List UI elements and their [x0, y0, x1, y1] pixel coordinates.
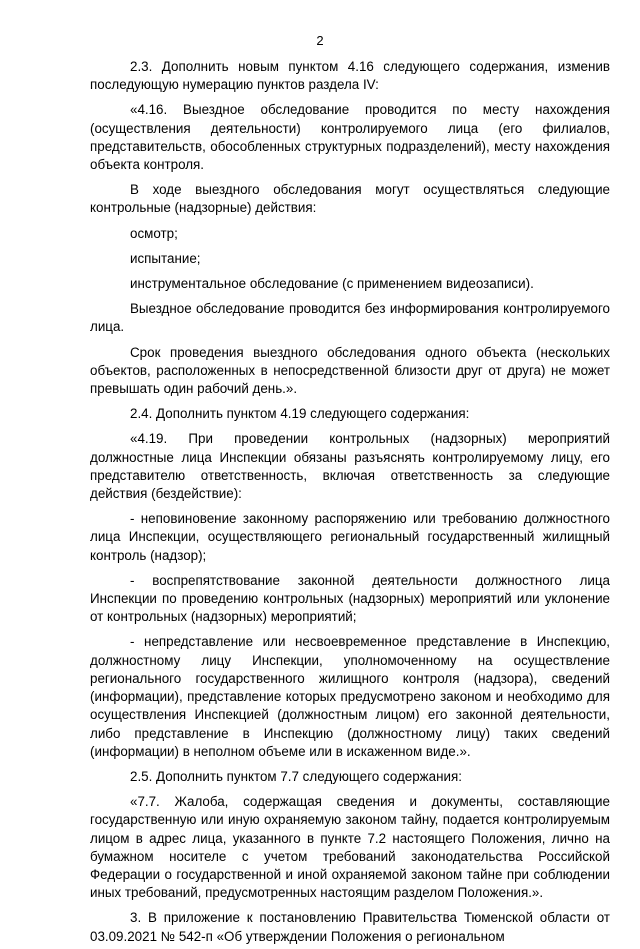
list-item-obstruction: - воспрепятствование законной деятельности должностного лица Инспекции по проведению контрольных (надзорных) мероприятий или уклонение от контрольных (надзорных) мероприятий; — [90, 572, 610, 625]
paragraph-no-notice: Выездное обследование проводится без информирования контролируемого лица. — [90, 301, 610, 335]
list-item-instrumental: инструментальное обследование (с применением видеозаписи). — [130, 276, 534, 292]
list-item-disobedience: - неповиновение законному распоряжению или требованию должностного лица Инспекции, осуществляющего региональный государственный жилищный контроль (надзор); — [90, 511, 610, 563]
paragraph-4-16: «4.16. Выездное обследование проводится по месту нахождения (осуществления деятельности) контролируемого лица (его филиалов, представительств, обособленных структурных подразделений), месту нахождения объекта контроля. — [90, 102, 610, 173]
list-item-osmotr: осмотр; — [130, 225, 178, 241]
page-number: 2 — [316, 33, 324, 48]
paragraph-term: Срок проведения выездного обследования одного объекта (нескольких объектов, расположенных в непосредственной близости друг от друга) не может превышать один рабочий день.». — [90, 344, 610, 397]
paragraph-2-4: 2.4. Дополнить пунктом 4.19 следующего содержания: — [130, 406, 470, 422]
paragraph-actions-intro: В ходе выездного обследования могут осуществляться следующие контрольные (надзорные) действия: — [90, 182, 610, 216]
paragraph-3: 3. В приложение к постановлению Правительства Тюменской области от 03.09.2021 № 542-п «Об утверждении Положения о региональном — [90, 910, 610, 944]
paragraph-4-19: «4.19. При проведении контрольных (надзорных) мероприятий должностные лица Инспекции обязаны разъяснять контролируемому лицу, его представителю ответственность, включая ответственность за следующие действия (бездействие): — [90, 431, 610, 502]
paragraph-7-7: «7.7. Жалоба, содержащая сведения и документы, составляющие государственную или иную охраняемую законом тайну, подается контролируемым лицом в адрес лица, указанного в пункте 7.2 настоящего Положения, лично на бумажном носителе с учетом требований законодательства Российской Федерации о государственной и иной охраняемой законом тайне при соблюдении иных требований, предусмотренных настоящим разделом Положения.». — [90, 794, 610, 901]
list-item-nonsubmission: - непредставление или несвоевременное представление в Инспекцию, должностному лицу Инспекции, уполномоченному на осуществление регионального государственного жилищного контроля (надзора), сведений (информации), представление которых предусмотрено законом и необходимо для осуществления Инспекцией (должностным лицом) его законной деятельности, либо представление в Инспекцию (должностному лицу) таких сведений (информации) в неполном объеме или в искаженном виде.». — [90, 634, 610, 759]
paragraph-2-5: 2.5. Дополнить пунктом 7.7 следующего содержания: — [130, 768, 462, 784]
document-body — [90, 58, 610, 949]
list-item-ispytanie: испытание; — [130, 250, 201, 266]
paragraph-2-3: 2.3. Дополнить новым пунктом 4.16 следующего содержания, изменив последующую нумерацию пунктов раздела IV: — [90, 59, 610, 93]
